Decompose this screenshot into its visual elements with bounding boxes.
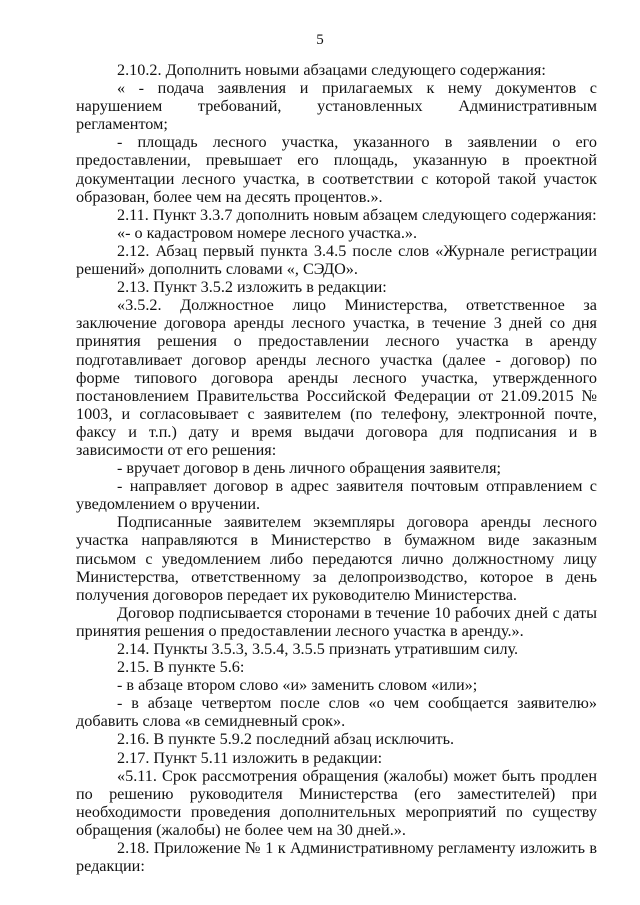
paragraph: - площадь лесного участка, указанного в заявлении о его предоставлении, превышает его площадь, указанную в проектной документации лесного участка, в соответствии с которой такой участок образован, более чем на десять процентов.». (76, 133, 597, 206)
paragraph: «- о кадастровом номере лесного участка.». (117, 223, 418, 242)
paragraph: - в абзаце четвертом после слов «о чем сообщается заявителю» добавить слова «в семидневный срок». (76, 694, 597, 731)
paragraph: 2.16. В пункте 5.9.2 последний абзац исключить. (117, 730, 455, 749)
paragraph: 2.14. Пункты 3.5.3, 3.5.4, 3.5.5 признать утратившим силу. (117, 640, 519, 658)
paragraph: 2.10.2. Дополнить новыми абзацами следующего содержания: (117, 61, 546, 79)
document-body (76, 61, 597, 875)
paragraph: - вручает договор в день личного обращения заявителя; (117, 459, 502, 478)
paragraph: 2.11. Пункт 3.3.7 дополнить новым абзацем следующего содержания: (117, 205, 597, 224)
paragraph: «3.5.2. Должностное лицо Министерства, ответственное за заключение договора аренды лесного участка, в течение 3 дней со дня принятия решения о предоставлении лесного участка в аренду подготавливает договор аренды лесного участка (далее - договор) по форме типового договора аренды лесного участка, утвержденного постановлением Правительства Российской Федерации от 21.09.2015 № 1003, и согласовывает с заявителем (по телефону, электронной почте, факсу и т.п.) дату и время выдачи договора для подписания и в зависимости от его решения: (76, 296, 597, 459)
paragraph: 2.15. В пункте 5.6: (117, 658, 245, 677)
paragraph: - направляет договор в адрес заявителя почтовым отправлением с уведомлением о вручении. (76, 477, 597, 514)
paragraph: «5.11. Срок рассмотрения обращения (жалобы) может быть продлен по решению руководителя Министерства (его заместителей) при необходимости проведения дополнительных мероприятий по существу обращения (жалобы) не более чем на 30 дней.». (76, 766, 597, 839)
paragraph: Подписанные заявителем экземпляры договора аренды лесного участка направляются в Министерство в бумажном виде заказным письмом с уведомлением либо передаются лично должностному лицу Министерства, ответственному за делопроизводство, которое в день получения договоров передает их руководителю Министерства. (76, 513, 597, 604)
paragraph: Договор подписывается сторонами в течение 10 рабочих дней с даты принятия решения о предоставлении лесного участка в аренду.». (76, 603, 597, 640)
paragraph: - в абзаце втором слово «и» заменить словом «или»; (117, 676, 478, 695)
page-number: 5 (316, 32, 324, 48)
paragraph: « - подача заявления и прилагаемых к нему документов с нарушением требований, установленных Административным регламентом; (76, 79, 597, 134)
paragraph: 2.17. Пункт 5.11 изложить в редакции: (117, 748, 383, 767)
paragraph: 2.13. Пункт 3.5.2 изложить в редакции: (117, 278, 387, 297)
paragraph: 2.12. Абзац первый пункта 3.4.5 после слов «Журнале регистрации решений» дополнить словами «, СЭДО». (76, 241, 597, 279)
paragraph: 2.18. Приложение № 1 к Административному регламенту изложить в редакции: (76, 839, 597, 876)
